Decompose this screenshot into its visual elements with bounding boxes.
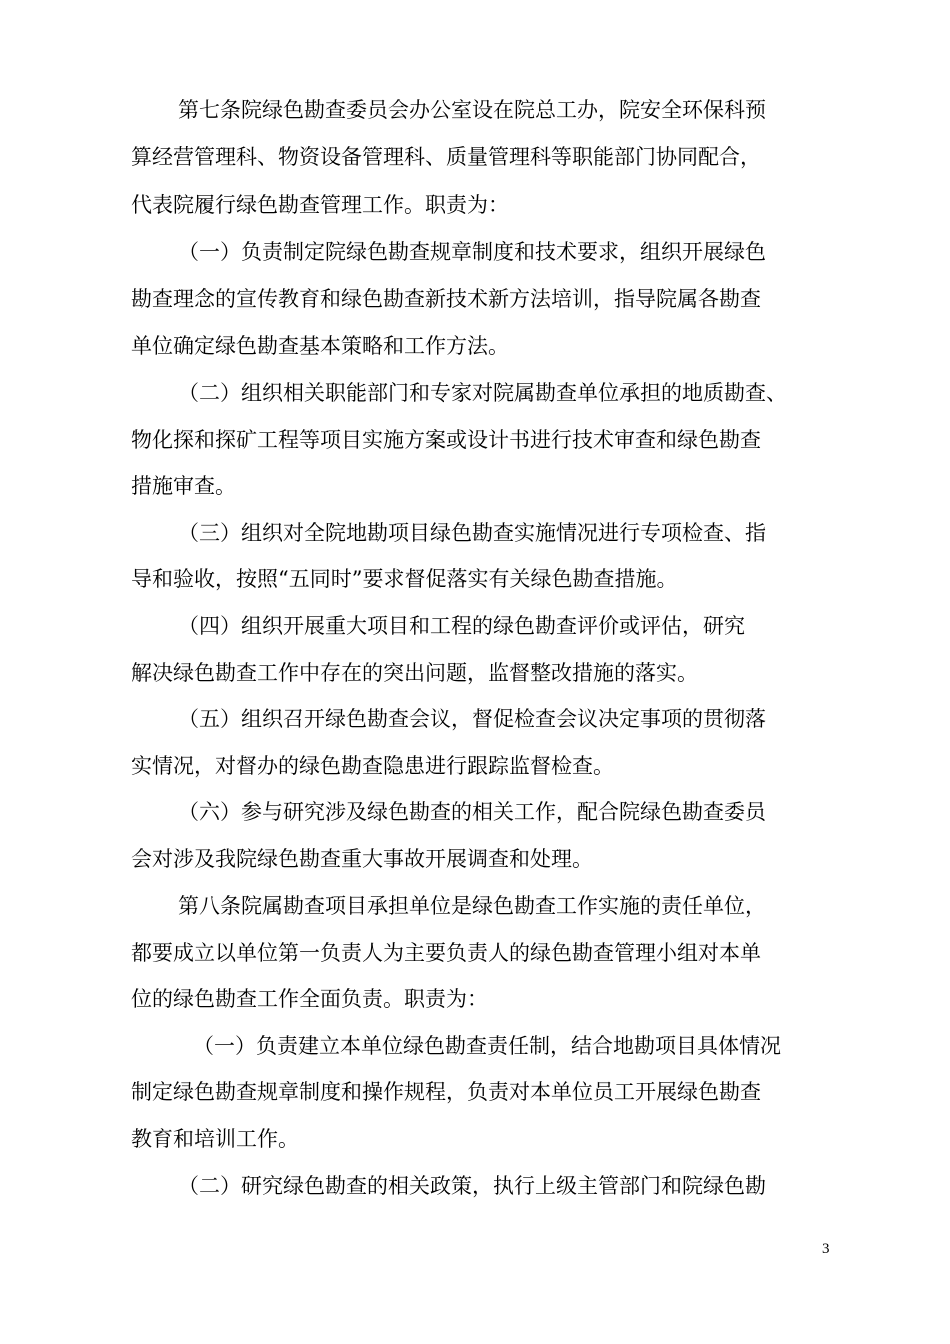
text-line: （二）组织相关职能部门和专家对院属勘查单位承担的地质勘查、 xyxy=(178,381,787,405)
text-line: 制定绿色勘查规章制度和操作规程，负责对本单位员工开展绿色勘查 xyxy=(131,1080,761,1104)
text-line: 物化探和探矿工程等项目实施方案或设计书进行技术审查和绿色勘查 xyxy=(131,428,761,452)
text-line: （一）负责建立本单位绿色勘查责任制，结合地勘项目具体情况 xyxy=(193,1034,781,1058)
text-line: 单位确定绿色勘查基本策略和工作方法。 xyxy=(131,334,509,358)
text-line: （三）组织对全院地勘项目绿色勘查实施情况进行专项检查、指 xyxy=(178,521,766,545)
text-line: （二）研究绿色勘查的相关政策，执行上级主管部门和院绿色勘 xyxy=(178,1174,766,1198)
text-line: 位的绿色勘查工作全面负责。职责为： xyxy=(131,987,488,1011)
text-line: 导和验收，按照“五同时”要求督促落实有关绿色勘查措施。 xyxy=(131,567,678,591)
text-line: 解决绿色勘查工作中存在的突出问题，监督整改措施的落实。 xyxy=(131,661,698,685)
text-line: 教育和培训工作。 xyxy=(131,1127,299,1151)
text-line: 第八条院属勘查项目承担单位是绿色勘查工作实施的责任单位， xyxy=(178,894,766,918)
text-line: 算经营管理科、物资设备管理科、质量管理科等职能部门协同配合， xyxy=(131,145,761,169)
text-line: 第七条院绿色勘查委员会办公室设在院总工办，院安全环保科预 xyxy=(178,98,766,122)
page-number: 3 xyxy=(822,1241,830,1257)
text-line: 代表院履行绿色勘查管理工作。职责为： xyxy=(131,193,509,217)
text-line: 实情况，对督办的绿色勘查隐患进行跟踪监督检查。 xyxy=(131,754,614,778)
text-line: 勘查理念的宣传教育和绿色勘查新技术新方法培训，指导院属各勘查 xyxy=(131,287,761,311)
text-line: 措施审查。 xyxy=(131,474,236,498)
text-line: 都要成立以单位第一负责人为主要负责人的绿色勘查管理小组对本单 xyxy=(131,941,761,965)
text-line: （一）负责制定院绿色勘查规章制度和技术要求，组织开展绿色 xyxy=(178,240,766,264)
text-line: （六）参与研究涉及绿色勘查的相关工作，配合院绿色勘查委员 xyxy=(178,800,766,824)
text-line: （五）组织召开绿色勘查会议，督促检查会议决定事项的贯彻落 xyxy=(178,707,766,731)
text-line: 会对涉及我院绿色勘查重大事故开展调查和处理。 xyxy=(131,847,593,871)
text-line: （四）组织开展重大项目和工程的绿色勘查评价或评估，研究 xyxy=(178,614,745,638)
